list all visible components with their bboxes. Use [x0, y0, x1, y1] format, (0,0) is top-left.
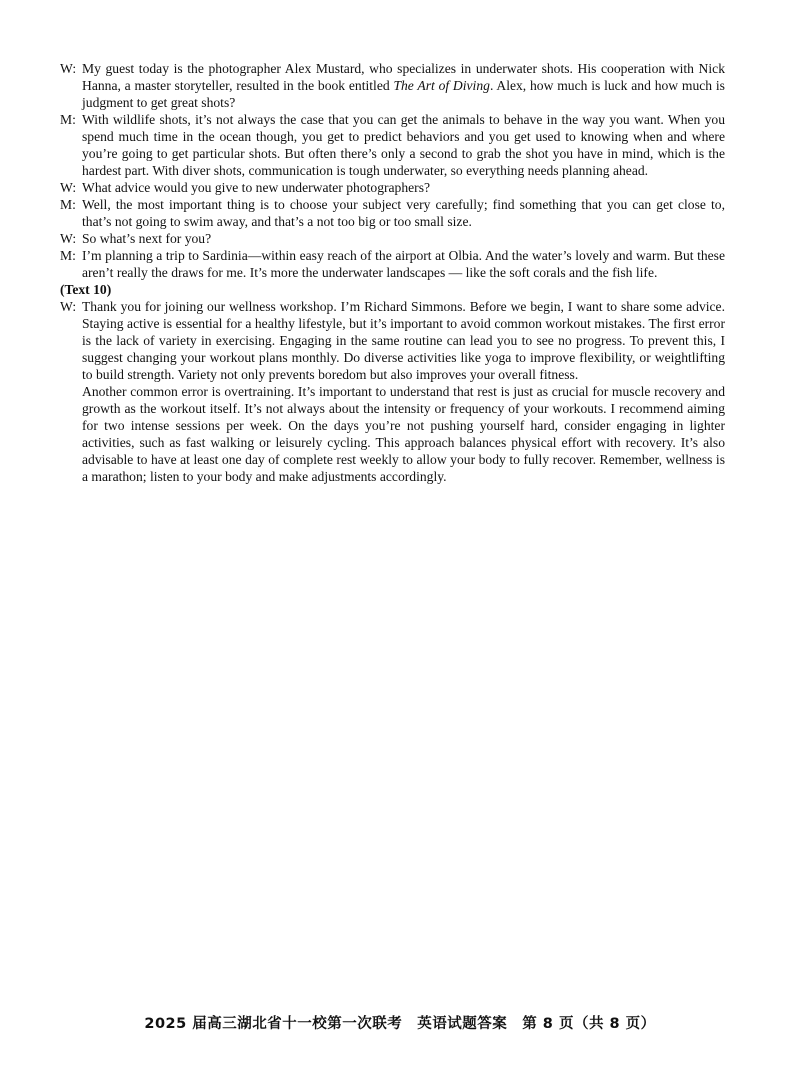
- book-title: The Art of Diving: [393, 78, 490, 93]
- dialogue-line: [60, 60, 725, 111]
- speaker-label: W:: [60, 61, 77, 76]
- dialogue-line: [60, 111, 725, 179]
- speaker-label: W:: [60, 231, 77, 246]
- speaker-label: M:: [60, 112, 76, 127]
- dialogue-text: So what’s next for you?: [82, 231, 212, 246]
- speaker-label: M:: [60, 248, 76, 263]
- section-heading: (Text 10): [60, 282, 112, 297]
- dialogue-line: [60, 247, 725, 281]
- dialogue-text: My guest today is the photographer Alex Mustard, who specializes in underwater shots. His cooperation with Nick Hanna, a master storyteller, resulted in the book entitled The Art of Diving. Alex, how much is luck and how much is judgment to get great shots?: [82, 61, 725, 110]
- dialogue-text: I’m planning a trip to Sardinia—within easy reach of the airport at Olbia. And the water’s lovely and warm. But these aren’t really the draws for me. It’s more the underwater landscapes — like the soft corals and the fish life.: [82, 248, 725, 280]
- dialogue-text: What advice would you give to new underwater photographers?: [82, 180, 431, 195]
- monologue-paragraph: Another common error is overtraining. It’s important to understand that rest is just as crucial for muscle recovery and growth as the workout itself. It’s not always about the intensity or frequency of your workouts. I recommend aiming for two intense sessions per week. On the days you’re not pushing yourself hard, consider engaging in lighter activities, such as fast walking or leisurely cycling. This approach balances physical effort with recovery. It’s also advisable to have at least one day of complete rest weekly to allow your body to fully recover. Remember, wellness is a marathon; listen to your body and make adjustments accordingly.: [82, 384, 725, 484]
- dialogue-line: [60, 230, 725, 247]
- dialogue-line: [60, 179, 725, 196]
- dialogue-text: Well, the most important thing is to choose your subject very carefully; find something that you can get close to, that’s not going to swim away, and that’s a not too big or too small size.: [82, 197, 725, 229]
- speaker-label: W:: [60, 299, 77, 314]
- speaker-label: M:: [60, 197, 76, 212]
- dialogue-text: With wildlife shots, it’s not always the case that you can get the animals to behave in the way you want. When you spend much time in the ocean though, you get to predict behaviors and you get used to knowing when and where you’re going to get particular shots. But often there’s only a second to grab the shot you have in mind, which is the hardest part. With diver shots, communication is tough underwater, so everything needs planning ahead.: [82, 112, 725, 178]
- monologue-paragraph: Thank you for joining our wellness workshop. I’m Richard Simmons. Before we begin, I want to share some advice. Staying active is essential for a healthy lifestyle, but it’s important to avoid common workout mistakes. The first error is the lack of variety in exercising. Engaging in the same routine can lead you to see no progress. To prevent this, I suggest changing your workout plans monthly. Do diverse activities like yoga to improve flexibility, or weightlifting to build strength. Variety not only prevents boredom but also improves your overall fitness.: [82, 299, 725, 382]
- speaker-label: W:: [60, 180, 77, 195]
- monologue-line: [60, 298, 725, 383]
- page-footer: 2025 届高三湖北省十一校第一次联考 英语试题答案 第 8 页（共 8 页）: [144, 1016, 656, 1032]
- transcript-body: [60, 60, 725, 485]
- dialogue-line: [60, 196, 725, 230]
